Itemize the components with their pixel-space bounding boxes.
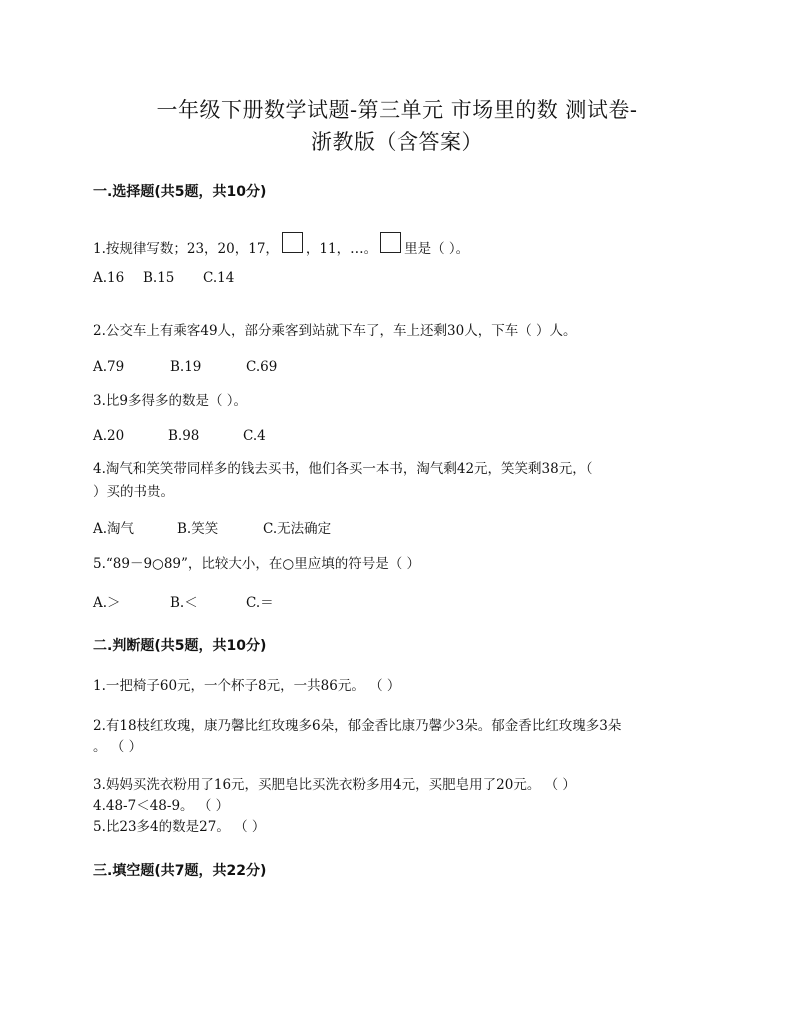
option-a[interactable]: A.79 [93, 359, 125, 375]
section-heading-fill-blank: 三.填空题(共7题，共22分) [93, 863, 267, 879]
option-b[interactable]: B.15 [143, 270, 175, 286]
blank-box [380, 232, 401, 253]
section-heading-choice: 一.选择题(共5题，共10分) [93, 184, 267, 200]
option-a[interactable]: A.16 [93, 270, 125, 286]
blank-box [282, 232, 303, 253]
page-title-line2: 浙教版（含答案） [311, 130, 483, 154]
option-c[interactable]: C.14 [203, 270, 235, 286]
option-b[interactable]: B.19 [170, 359, 202, 375]
question-1-4-line1: 4.淘气和笑笑带同样多的钱去买书，他们各买一本书，淘气剩42元，笑笑剩38元，（ [93, 461, 593, 477]
question-2-2-line1: 2.有18枝红玫瑰，康乃馨比红玫瑰多6朵，郁金香比康乃馨少3朵。郁金香比红玫瑰多3朵 [93, 718, 622, 734]
options-1-2 [93, 357, 277, 377]
option-b[interactable]: B.笑笑 [177, 521, 219, 537]
option-a[interactable]: A.淘气 [93, 521, 135, 537]
option-c[interactable]: C.69 [246, 359, 278, 375]
option-a[interactable]: A.＞ [93, 595, 121, 611]
options-1-1 [93, 268, 234, 288]
question-2-3: 3.妈妈买洗衣粉用了16元，买肥皂比买洗衣粉多用4元，买肥皂用了20元。 （ ） [93, 777, 576, 793]
option-b[interactable]: B.98 [168, 428, 200, 444]
option-b[interactable]: B.＜ [170, 595, 198, 611]
question-1-1 [93, 232, 469, 259]
question-text: ，11，…。 [305, 241, 378, 257]
question-2-4: 4.48-7＜48-9。 （ ） [93, 798, 230, 814]
page-title-line1: 一年级下册数学试题-第三单元 市场里的数 测试卷- [156, 98, 638, 122]
question-text: 里是（ ）。 [404, 241, 470, 257]
options-1-3 [93, 426, 266, 446]
option-c[interactable]: C.4 [243, 428, 266, 444]
options-1-5 [93, 593, 274, 613]
question-1-3: 3.比9多得多的数是（ ）。 [93, 393, 248, 409]
question-2-1: 1.一把椅子60元，一个杯子8元，一共86元。 （ ） [93, 678, 401, 694]
question-1-2: 2.公交车上有乘客49人，部分乘客到站就下车了，车上还剩30人，下车（ ）人。 [93, 323, 577, 339]
question-2-5: 5.比23多4的数是27。 （ ） [93, 819, 266, 835]
section-heading-judgement: 二.判断题(共5题，共10分) [93, 638, 267, 654]
option-c[interactable]: C.＝ [246, 595, 274, 611]
question-2-2-line2: 。 （ ） [93, 739, 143, 755]
option-a[interactable]: A.20 [93, 428, 125, 444]
option-c[interactable]: C.无法确定 [263, 521, 332, 537]
question-text: 1.按规律写数；23，20，17， [93, 241, 279, 257]
options-1-4 [93, 519, 331, 539]
question-1-5: 5.“89－9○89”，比较大小，在○里应填的符号是（ ） [93, 556, 420, 572]
question-1-4-line2: ）买的书贵。 [93, 484, 174, 500]
